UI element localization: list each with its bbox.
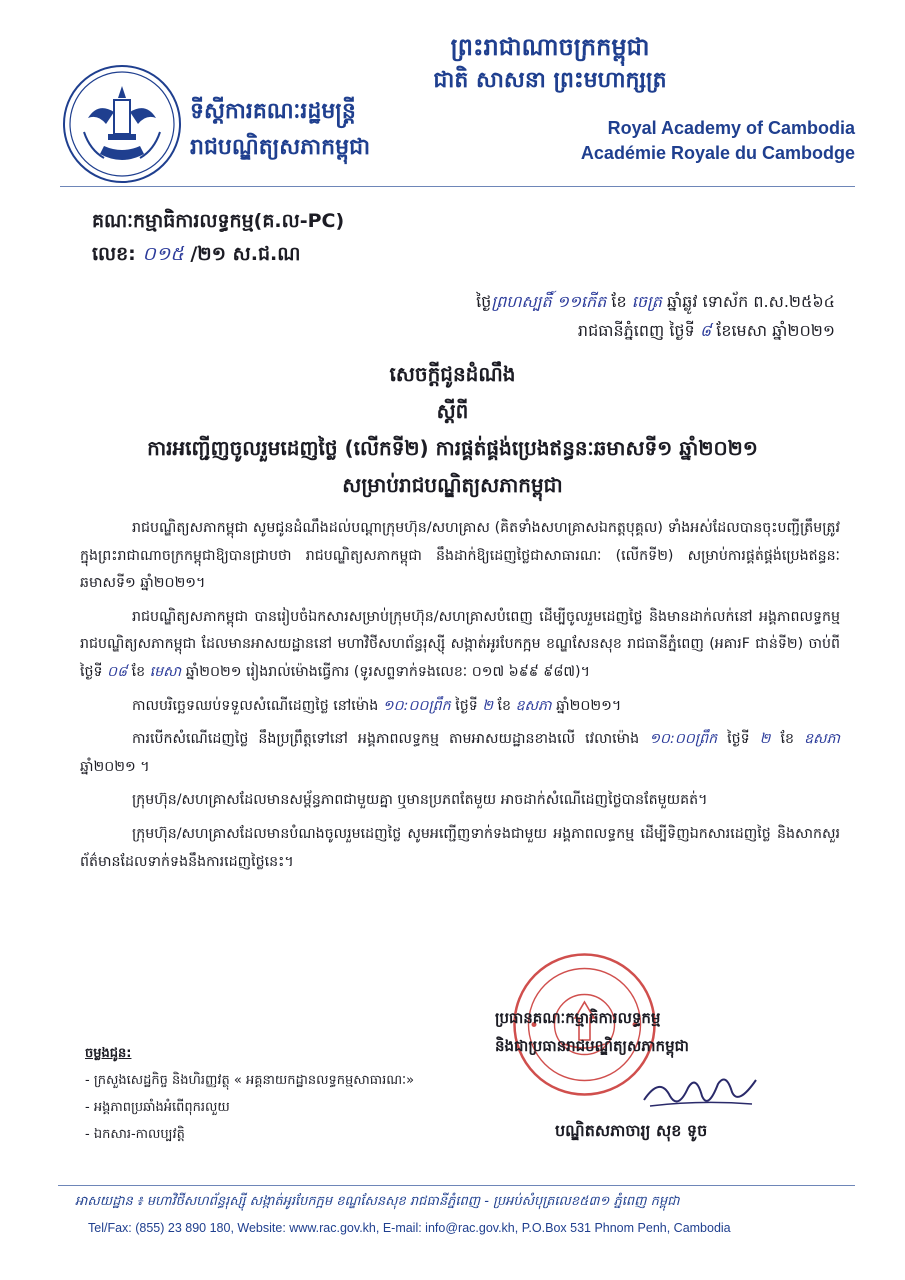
notice-recipient: សម្រាប់រាជបណ្ឌិត្យសភាកម្ពុជា bbox=[342, 473, 563, 497]
header-divider bbox=[60, 186, 855, 187]
p2-start-day-handwritten: ០៨ bbox=[107, 663, 128, 680]
p4-time-handwritten: ១០:០០ព្រឹក bbox=[649, 731, 718, 748]
notice-body bbox=[80, 515, 840, 882]
cc-item: - អង្គភាពប្រឆាំងអំពើពុករលួយ bbox=[85, 1100, 230, 1115]
p3-text-b: ថ្ងៃទី bbox=[455, 697, 478, 714]
lunar-year-text: ឆ្នាំឆ្លូវ ទោស័ក ព.ស.២៥៦៤ bbox=[667, 292, 835, 311]
p3-text-a: កាលបរិច្ឆេទឈប់ទទួលសំណើដេញថ្លៃ នៅម៉ោង bbox=[132, 697, 379, 714]
org-name-french: Académie Royale du Cambodge bbox=[580, 143, 855, 163]
reference-number-handwritten: ០១៥ bbox=[142, 243, 184, 265]
cc-label: ចម្លងជូន: bbox=[85, 1046, 132, 1061]
body-paragraph-4 bbox=[80, 726, 840, 781]
org-kh-line-1: ទីស្ដីការគណៈរដ្ឋមន្ត្រី bbox=[190, 99, 356, 124]
solar-day-handwritten: ៨ bbox=[699, 321, 712, 340]
lunar-month-handwritten: ចេត្រ bbox=[631, 292, 662, 311]
lunar-month-prefix: ខែ bbox=[611, 292, 627, 311]
solar-date-prefix: រាជធានីភ្នំពេញ ថ្ងៃទី bbox=[577, 321, 695, 340]
p3-time-handwritten: ១០:០០ព្រឹក bbox=[382, 697, 451, 714]
p4-day-handwritten: ២ bbox=[759, 731, 771, 748]
reference-number-suffix: /២១ ស.ជ.ណ bbox=[190, 243, 301, 265]
org-name-english: Royal Academy of Cambodia bbox=[607, 118, 855, 138]
organization-name-foreign bbox=[581, 116, 855, 166]
p3-month-handwritten: ឧសភា bbox=[515, 697, 552, 714]
p2-start-month-handwritten: មេសា bbox=[149, 663, 182, 680]
signatory-title-line-2: និងជាប្រធានរាជបណ្ឌិត្យសភាកម្ពុជា bbox=[495, 1037, 689, 1055]
lunar-date-prefix: ថ្ងៃ bbox=[476, 292, 492, 311]
signatory-title bbox=[495, 1004, 689, 1060]
p3-day-handwritten: ២ bbox=[482, 697, 493, 714]
p3-text-d: ឆ្នាំ២០២១។ bbox=[556, 697, 622, 714]
body-paragraph-3 bbox=[80, 693, 840, 721]
notice-about: ស្ដីពី bbox=[436, 399, 469, 423]
org-kh-line-2: រាជបណ្ឌិត្យសភាកម្ពុជា bbox=[190, 135, 371, 160]
p4-text-b: ថ្ងៃទី bbox=[727, 731, 750, 748]
body-paragraph-6: ក្រុមហ៊ុន/សហគ្រាសដែលមានបំណងចូលរួមដេញថ្លៃ សូមអញ្ជើញទាក់ទងជាមួយ អង្គភាពលទ្ធកម្ម ដើម្បីទិញឯកសារដេញថ្លៃ និងសាកសួរព័ត៌មានដែលទាក់ទងនឹងការដេញថ្លៃនេះ។ bbox=[80, 825, 840, 870]
body-paragraph-5: ក្រុមហ៊ុន/សហគ្រាសដែលមានសម្ព័ន្ធភាពជាមួយគ្នា ឬមានប្រភពតែមួយ អាចដាក់សំណើដេញថ្លៃបានតែមួយគត់។ bbox=[132, 792, 708, 809]
kingdom-line-2: ជាតិ សាសនា ព្រះមហាក្សត្រ bbox=[433, 68, 667, 93]
lunar-date-line bbox=[476, 287, 835, 316]
kingdom-line-1: ព្រះរាជាណាចក្រកម្ពុជា bbox=[450, 33, 650, 61]
p4-text-d: ឆ្នាំ២០២១ ។ bbox=[80, 758, 150, 775]
footer-divider bbox=[58, 1185, 855, 1186]
footer-contact-info: Tel/Fax: (855) 23 890 180, Website: www.rac.gov.kh, E-mail: info@rac.gov.kh, P.O.Box 531 Phnom Penh, Cambodia bbox=[88, 1221, 731, 1235]
p3-text-c: ខែ bbox=[497, 697, 512, 714]
committee-name: គណៈកម្មាធិការលទ្ធកម្ម(គ.ល-PC) bbox=[92, 210, 345, 232]
cc-item: - ឯកសារ-កាលប្បវត្តិ bbox=[85, 1127, 185, 1142]
p4-text-c: ខែ bbox=[780, 731, 794, 748]
notice-title: សេចក្ដីជូនដំណឹង bbox=[389, 362, 516, 386]
p2-text-a: រាជបណ្ឌិត្យសភាកម្ពុជា បានរៀបចំឯកសារសម្រាប់ក្រុមហ៊ុន/សហគ្រាសបំពេញ ដើម្បីចូលរួមដេញថ្លៃ និងមានដាក់លក់នៅ អង្គភាពលទ្ធកម្ម រាជបណ្ឌិត្យសភាកម្ពុជា ដែលមានអាសយដ្ឋាននៅ មហាវិថីសហព័ន្ធរុស្ស៊ី សង្កាត់អូរបែកក្អម ខណ្ឌសែនសុខ រាជធានីភ្នំពេញ (អគារF ជាន់ទី២) ចាប់ពីថ្ងៃទី bbox=[80, 608, 840, 680]
footer-address-khmer: អាសយដ្ឋាន ៖ មហាវិថីសហព័ន្ធរុស្ស៊ី សង្កាត់អូរបែកក្អម ខណ្ឌសែនសុខ រាជធានីភ្នំពេញ - ប្រអប់សំបុត្រលេខ៥៣១ ភ្នំពេញ កម្ពុជា bbox=[75, 1194, 680, 1209]
p2-text-c: ឆ្នាំ២០២១ រៀងរាល់ម៉ោងធ្វើការ (ទូរសព្ទទាក់ទងលេខៈ ០១៧ ៦៩៩ ៩៨៧)។ bbox=[185, 663, 590, 680]
organization-name-khmer bbox=[190, 94, 370, 166]
solar-date-suffix: ខែមេសា ឆ្នាំ២០២១ bbox=[716, 321, 835, 340]
p4-text-a: ការបើកសំណើដេញថ្លៃ នឹងប្រព្រឹត្តទៅនៅ អង្គភាពលទ្ធកម្ម តាមអាសយដ្ឋានខាងលើ វេលាម៉ោង bbox=[132, 731, 640, 748]
solar-date-line bbox=[476, 316, 835, 345]
signatory-name: បណ្ឌិតសភាចារ្យ សុខ ទូច bbox=[555, 1121, 708, 1140]
reference-number-label: លេខ: bbox=[92, 243, 136, 265]
notice-subject: ការអញ្ជើញចូលរួមដេញថ្លៃ (លើកទី២) ការផ្គត់ផ្គង់ប្រេងឥន្ធនៈឆមាសទី១ ឆ្នាំ២០២១ bbox=[147, 436, 758, 460]
p4-month-handwritten: ឧសភា bbox=[803, 731, 841, 748]
body-paragraph-2 bbox=[80, 604, 840, 687]
date-block bbox=[476, 287, 835, 345]
kingdom-motto bbox=[380, 30, 720, 98]
reference-block bbox=[92, 205, 344, 271]
body-paragraph-1: រាជបណ្ឌិត្យសភាកម្ពុជា សូមជូនដំណឹងដល់បណ្ដាក្រុមហ៊ុន/សហគ្រាស (គិតទាំងសហគ្រាសឯកត្តបុគ្គល) ទាំងអស់ដែលបានចុះបញ្ជីត្រឹមត្រូវក្នុងព្រះរាជាណាចក្រកម្ពុជាឱ្យបានជ្រាបថា រាជបណ្ឌិត្យសភាកម្ពុជា នឹងដាក់ឱ្យដេញថ្លៃជាសាធារណៈ (លើកទី២) សម្រាប់ការផ្គត់ផ្គង់ប្រេងឥន្ធនៈឆមាសទី១ ឆ្នាំ២០២១។ bbox=[80, 520, 840, 592]
cc-item: - ក្រសួងសេដ្ឋកិច្ច និងហិរញ្ញវត្ថុ « អគ្គនាយកដ្ឋានលទ្ធកម្មសាធារណៈ» bbox=[85, 1073, 415, 1088]
reference-number bbox=[92, 238, 344, 271]
notice-heading bbox=[60, 356, 845, 504]
signatory-title-line-1: ប្រធានគណៈកម្មាធិការលទ្ធកម្ម bbox=[495, 1009, 661, 1027]
royal-academy-seal-logo bbox=[60, 62, 184, 186]
handwritten-signature bbox=[640, 1066, 760, 1116]
lunar-date-handwritten: ព្រហស្បតិ៍ ១១កើត bbox=[491, 292, 607, 311]
carbon-copy-list bbox=[85, 1040, 414, 1148]
p2-text-b: ខែ bbox=[131, 663, 146, 680]
